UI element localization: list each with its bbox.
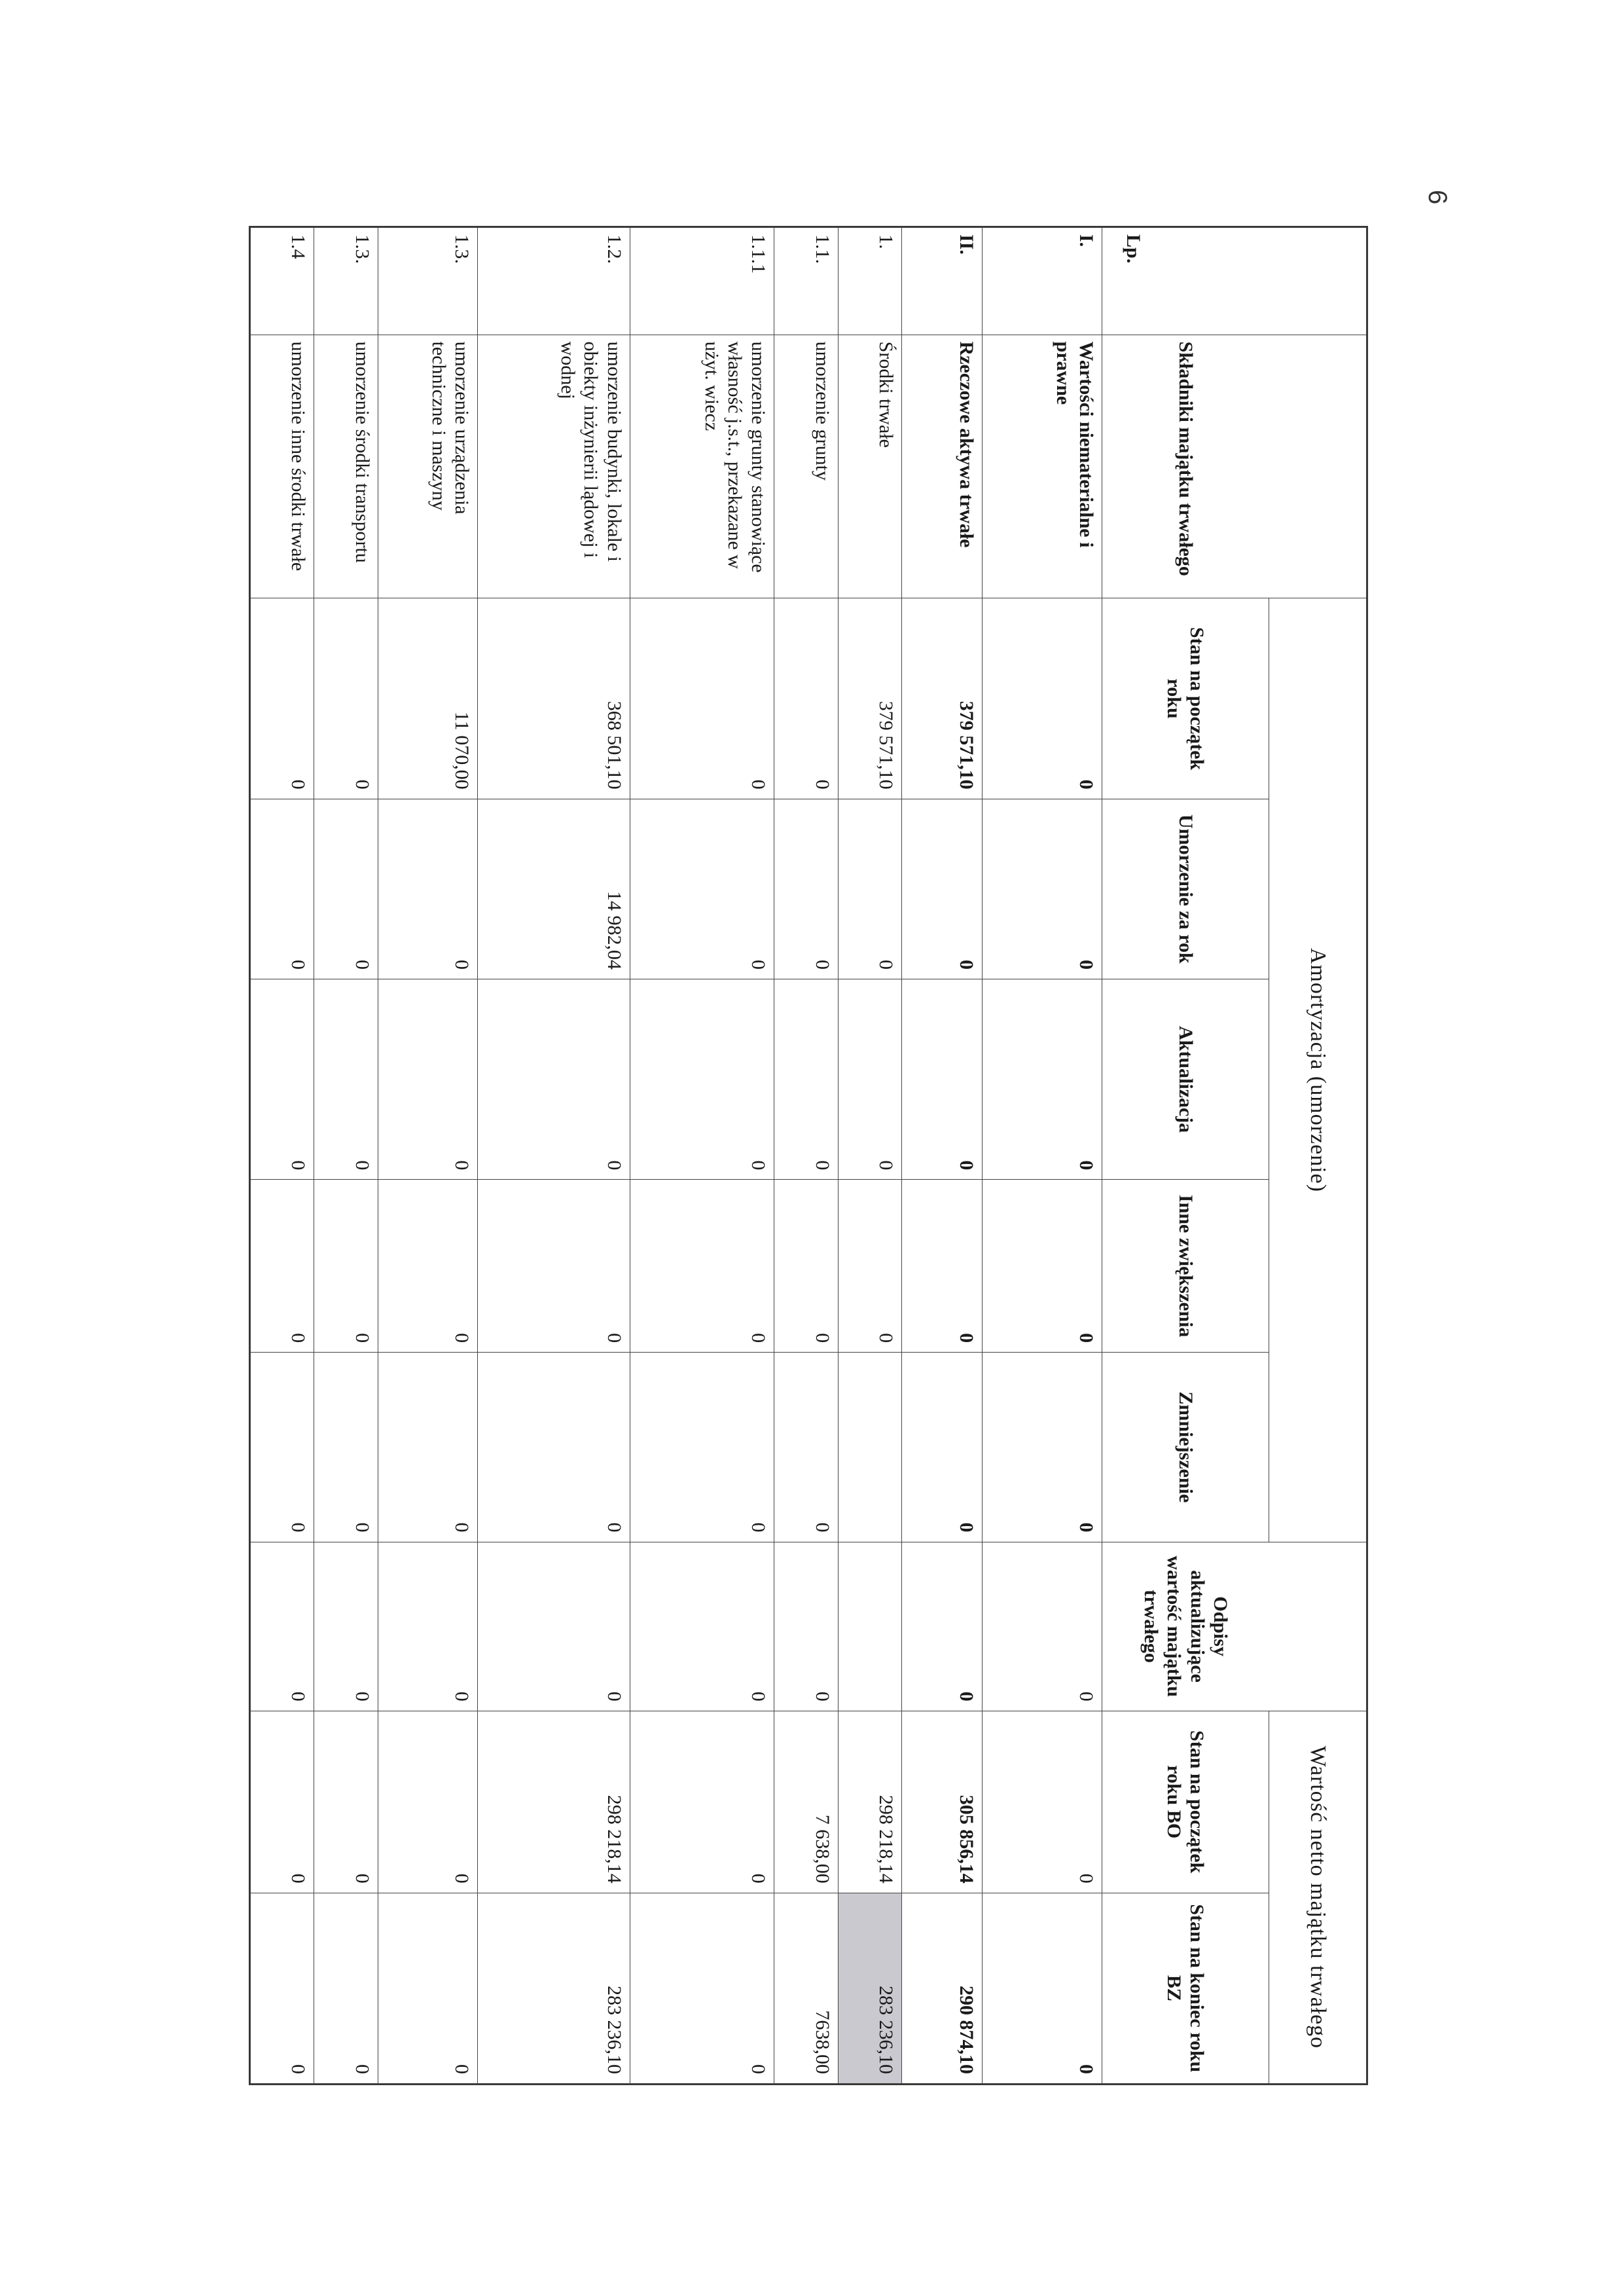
cell-value: 0	[630, 1353, 774, 1542]
cell-value: 0	[902, 1542, 982, 1711]
cell-value: 0	[250, 1353, 314, 1542]
cell-value: 0	[982, 799, 1102, 979]
table-row	[378, 227, 478, 2085]
row-name: umorzenie urządzenia techniczne i maszyny	[378, 335, 478, 598]
cell-value: 0	[378, 799, 478, 979]
cell-value: 0	[378, 1711, 478, 1893]
row-lp: 1.4	[250, 227, 314, 335]
cell-value: 0	[250, 799, 314, 979]
row-name: umorzenie grunty	[774, 335, 838, 598]
table-row	[630, 227, 774, 2085]
cell-value: 0	[774, 799, 838, 979]
cell-value: 0	[314, 1180, 378, 1353]
cell-value: 0	[314, 598, 378, 799]
header-col-impairment: Odpisy aktualizujące wartość majątku trwałego	[1102, 1542, 1269, 1711]
cell-value: 290 874,10	[902, 1893, 982, 2084]
cell-value: 0	[630, 598, 774, 799]
cell-value: 0	[378, 1893, 478, 2084]
cell-value: 0	[982, 979, 1102, 1179]
cell-value	[838, 1542, 902, 1711]
cell-value: 0	[378, 1353, 478, 1542]
header-col-other-increases: Inne zwiększenia	[1102, 1180, 1269, 1353]
cell-value: 0	[774, 1180, 838, 1353]
cell-value: 368 501,10	[478, 598, 630, 799]
row-lp: 1.2.	[478, 227, 630, 335]
row-name: umorzenie budynki, lokale i obiekty inżynierii lądowej i wodnej	[478, 335, 630, 598]
row-lp: II.	[902, 227, 982, 335]
cell-value: 0	[838, 1180, 902, 1353]
header-col-decrease: Zmniejszenie	[1102, 1353, 1269, 1542]
cell-value: 0	[774, 1353, 838, 1542]
cell-value: 379 571,10	[838, 598, 902, 799]
cell-value: 0	[630, 799, 774, 979]
cell-value: 0	[250, 598, 314, 799]
fixed-assets-table-rotated	[249, 226, 1368, 2085]
table-row	[982, 227, 1102, 2085]
table-row	[774, 227, 838, 2085]
header-col-update: Aktualizacja	[1102, 979, 1269, 1179]
header-net-value-group: Wartość netto majątku trwałego	[1269, 1711, 1367, 2084]
cell-value: 7638,00	[774, 1893, 838, 2084]
cell-value: 0	[314, 979, 378, 1179]
cell-value: 0	[902, 1353, 982, 1542]
header-col-net-opening: Stan na początek roku BO	[1102, 1711, 1269, 1893]
cell-value: 283 236,10	[478, 1893, 630, 2084]
cell-value: 0	[630, 1542, 774, 1711]
header-col-net-closing: Stan na koniec roku BZ	[1102, 1893, 1269, 2084]
cell-value: 0	[314, 1542, 378, 1711]
cell-value: 0	[982, 598, 1102, 799]
cell-value-highlighted: 283 236,10	[838, 1893, 902, 2084]
table-row	[478, 227, 630, 2085]
row-lp: 1.	[838, 227, 902, 335]
cell-value: 0	[630, 1180, 774, 1353]
cell-value: 0	[982, 1711, 1102, 1893]
table-row	[838, 227, 902, 2085]
row-name: Rzeczowe aktywa trwałe	[902, 335, 982, 598]
cell-value: 0	[774, 598, 838, 799]
cell-value: 379 571,10	[902, 598, 982, 799]
row-lp: 1.3.	[314, 227, 378, 335]
cell-value: 0	[902, 979, 982, 1179]
cell-value: 0	[378, 1180, 478, 1353]
fixed-assets-table	[249, 226, 1368, 2085]
cell-value: 0	[982, 1180, 1102, 1353]
table-row	[902, 227, 982, 2085]
cell-value: 0	[314, 1711, 378, 1893]
row-lp: 1.3.	[378, 227, 478, 335]
row-name: Środki trwałe	[838, 335, 902, 598]
cell-value: 0	[630, 1893, 774, 2084]
cell-value: 0	[250, 1893, 314, 2084]
header-name: Składniki majątku trwałego	[1102, 335, 1269, 598]
cell-value: 0	[982, 1893, 1102, 2084]
cell-value: 298 218,14	[478, 1711, 630, 1893]
cell-value: 0	[314, 1353, 378, 1542]
cell-value: 11 070,00	[378, 598, 478, 799]
cell-value: 0	[478, 1353, 630, 1542]
row-name: umorzenie grunty stanowiące własność j.s.t., przekazane w użyt. wiecz	[630, 335, 774, 598]
row-lp: I.	[982, 227, 1102, 335]
header-col-opening: Stan na początek roku	[1102, 598, 1269, 799]
header-col-yearly-depreciation: Umorzenie za rok	[1102, 799, 1269, 979]
table-row	[314, 227, 378, 2085]
cell-value: 0	[838, 979, 902, 1179]
cell-value: 0	[838, 799, 902, 979]
cell-value: 0	[314, 799, 378, 979]
cell-value: 0	[478, 1542, 630, 1711]
cell-value: 0	[774, 1542, 838, 1711]
row-name: Wartości niematerialne i prawne	[982, 335, 1102, 598]
row-lp: 1.1.	[774, 227, 838, 335]
cell-value: 0	[982, 1353, 1102, 1542]
header-lp: Lp.	[1102, 227, 1367, 335]
cell-value: 0	[902, 799, 982, 979]
cell-value: 0	[478, 1180, 630, 1353]
cell-value	[838, 1353, 902, 1542]
cell-value: 14 982,04	[478, 799, 630, 979]
cell-value: 0	[314, 1893, 378, 2084]
cell-value: 0	[250, 1711, 314, 1893]
cell-value: 0	[250, 979, 314, 1179]
table-row	[250, 227, 314, 2085]
row-name: umorzenie środki transportu	[314, 335, 378, 598]
cell-value: 0	[378, 979, 478, 1179]
cell-value: 0	[630, 979, 774, 1179]
cell-value: 298 218,14	[838, 1711, 902, 1893]
cell-value: 0	[630, 1711, 774, 1893]
cell-value: 0	[902, 1180, 982, 1353]
header-amortization-group: Amortyzacja (umorzenie)	[1269, 598, 1367, 1542]
cell-value: 0	[982, 1542, 1102, 1711]
cell-value: 0	[774, 979, 838, 1179]
cell-value: 0	[478, 979, 630, 1179]
row-name: umorzenie inne środki trwałe	[250, 335, 314, 598]
cell-value: 0	[250, 1180, 314, 1353]
page-number: 6	[1423, 190, 1452, 205]
cell-value: 0	[378, 1542, 478, 1711]
cell-value: 7 638,00	[774, 1711, 838, 1893]
cell-value: 305 856,14	[902, 1711, 982, 1893]
cell-value: 0	[250, 1542, 314, 1711]
row-lp: 1.1.1	[630, 227, 774, 335]
